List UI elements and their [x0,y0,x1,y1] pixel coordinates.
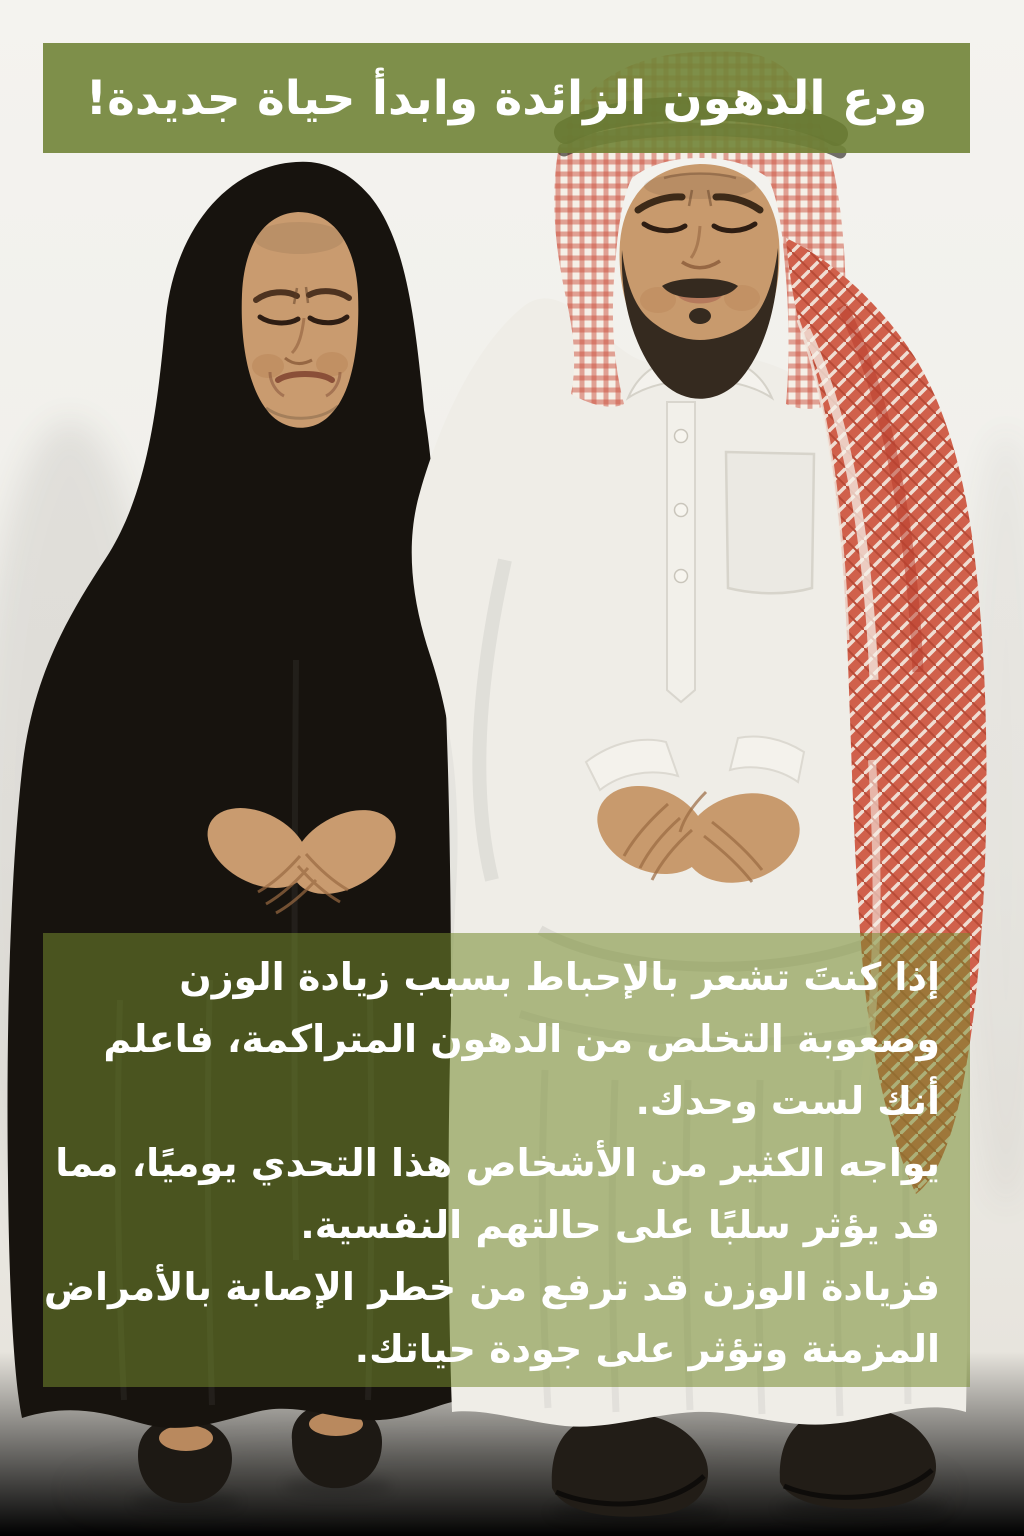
message-overlay [43,933,970,1387]
message-line-5: قد يؤثر سلبًا على حالتهم النفسية. [300,1203,940,1247]
headline-banner [43,43,970,153]
message-line-1: إذا كنتَ تشعر بالإحباط بسبب زيادة الوزن [179,955,940,999]
message-line-3: أنك لست وحدك. [635,1079,940,1123]
woman-left-foot-skin [159,1425,213,1451]
message-line-4: يواجه الكثير من الأشخاص هذا التحدي يوميًا، مما [55,1141,940,1185]
headline-text: ودع الدهون الزائدة وابدأ حياة جديدة! [85,70,928,126]
message-line-7: المزمنة وتؤثر على جودة حياتك. [354,1327,940,1371]
woman-face [242,212,359,428]
thobe-chest-pocket [726,452,814,593]
message-line-6: فزيادة الوزن قد ترفع من خطر الإصابة بالأمراض [43,1265,940,1309]
thobe-placket [667,402,695,702]
message-line-2: وصعوبة التخلص من الدهون المتراكمة، فاعلم [103,1017,940,1061]
